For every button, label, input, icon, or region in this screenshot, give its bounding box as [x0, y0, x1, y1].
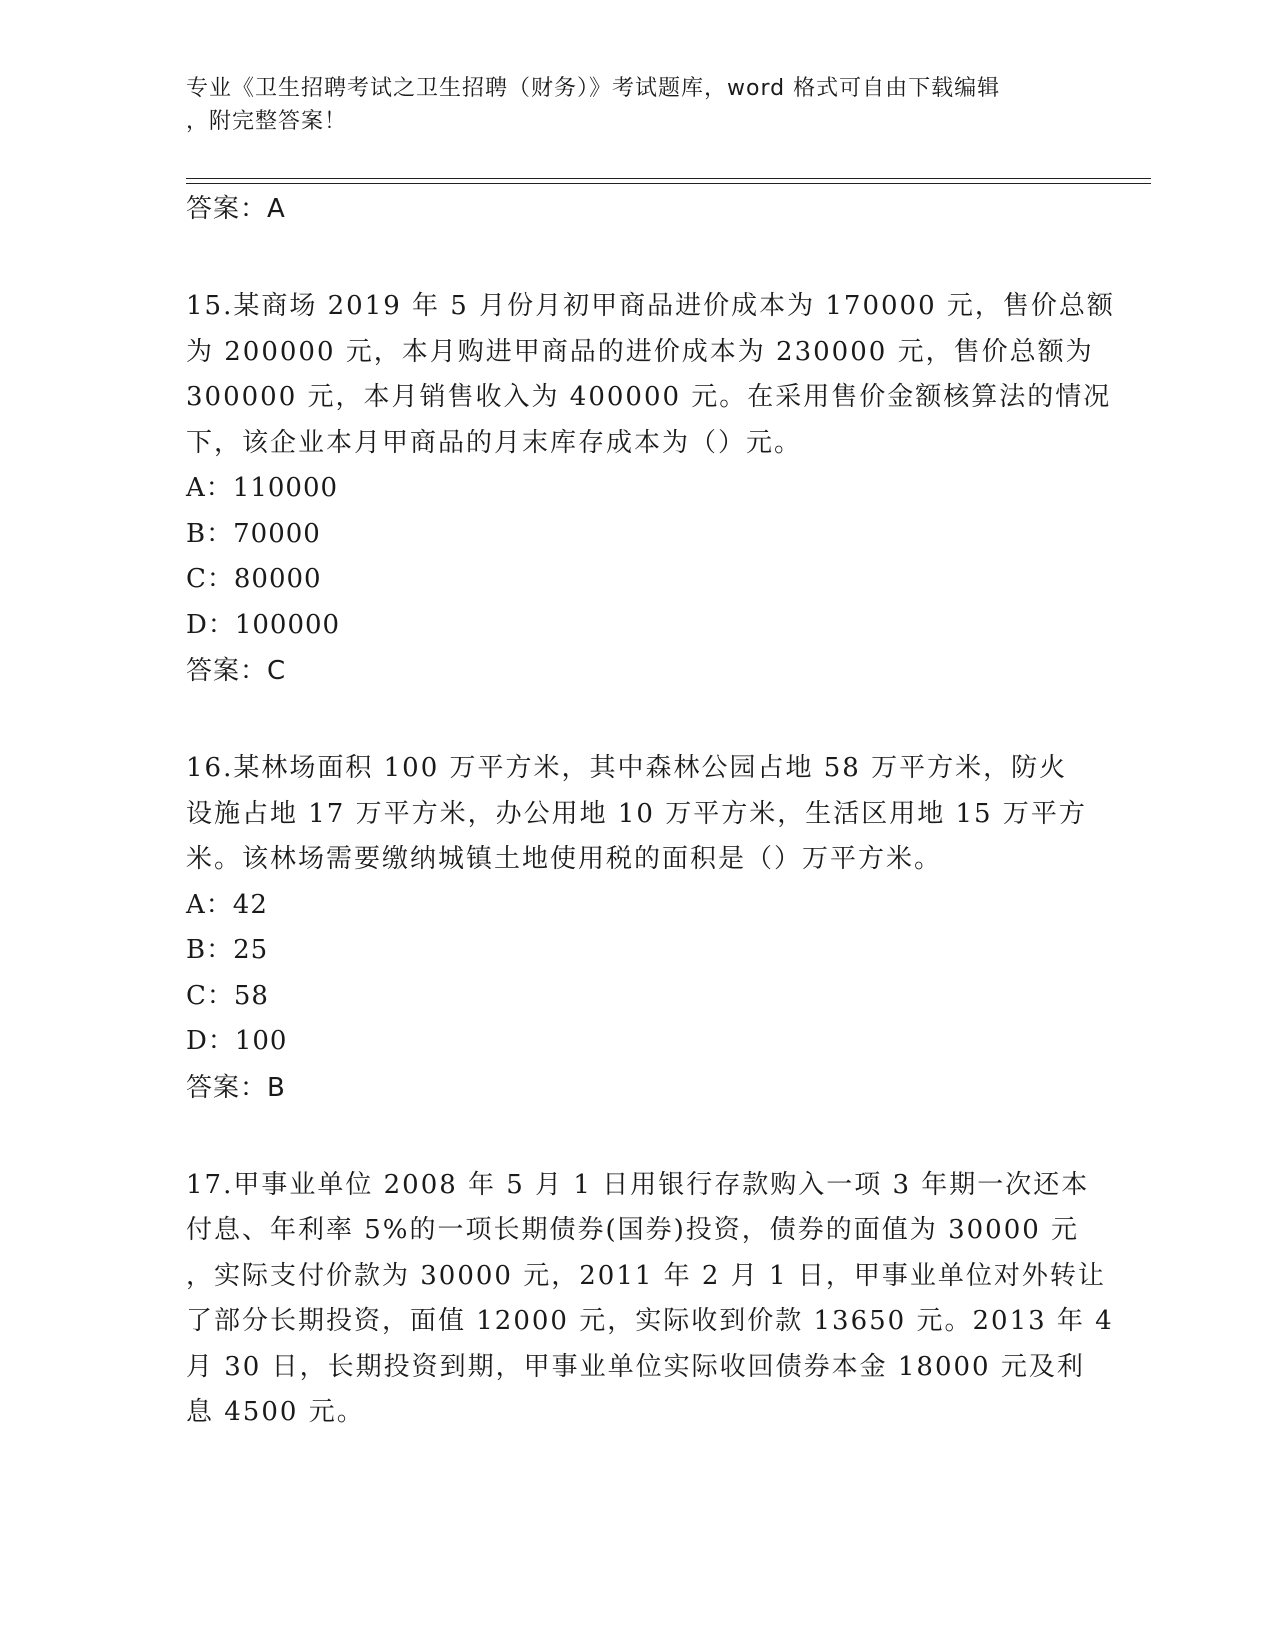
question-16-line: 米。该林场需要缴纳城镇土地使用税的面积是（）万平方米。	[186, 844, 943, 874]
answer-15: 答案：C	[186, 656, 287, 686]
header-line-1: 专业《卫生招聘考试之卫生招聘（财务）》考试题库，word 格式可自由下载编辑	[186, 76, 1001, 101]
question-15-line: 300000 元，本月销售收入为 400000 元。在采用售价金额核算法的情况	[186, 382, 1112, 412]
header-rule-bottom	[186, 183, 1151, 184]
question-17-line: 了部分长期投资，面值 12000 元，实际收到价款 13650 元。2013 年 4	[186, 1306, 1114, 1336]
header-rule-top	[186, 178, 1151, 179]
question-17-line: 付息、年利率 5%的一项长期债券(国券)投资，债券的面值为 30000 元	[186, 1215, 1080, 1245]
question-16-option-a: A：42	[186, 889, 268, 920]
question-17-line: ，实际支付价款为 30000 元，2011 年 2 月 1 日，甲事业单位对外转让	[186, 1260, 1106, 1291]
question-15-line: 下，该企业本月甲商品的月末库存成本为（）元。	[186, 427, 803, 458]
question-15-line: 为 200000 元，本月购进甲商品的进价成本为 230000 元，售价总额为	[186, 336, 1094, 367]
question-16-option-b: B：25	[186, 935, 269, 965]
page-header	[186, 72, 1086, 138]
answer-16: 答案：B	[186, 1072, 286, 1103]
question-15-option-d: D：100000	[186, 609, 341, 640]
question-17-line: 17.甲事业单位 2008 年 5 月 1 日用银行存款购入一项 3 年期一次还本	[186, 1169, 1090, 1200]
question-17	[186, 1163, 1114, 1436]
question-15-option-c: C：80000	[186, 564, 322, 594]
question-16	[186, 746, 1086, 883]
question-15	[186, 284, 1115, 466]
question-16-option-d: D：100	[186, 1026, 288, 1056]
question-17-line: 息 4500 元。	[186, 1397, 365, 1427]
question-15-option-b: B：70000	[186, 518, 321, 549]
question-16-line: 16.某林场面积 100 万平方米，其中森林公园占地 58 万平方米，防火	[186, 753, 1068, 783]
question-15-line: 15.某商场 2019 年 5 月份月初甲商品进价成本为 170000 元，售价总额	[186, 291, 1115, 321]
answer-14: 答案：A	[186, 194, 286, 224]
question-15-option-a: A：110000	[186, 473, 339, 503]
question-content	[186, 186, 1115, 1436]
question-16-line: 设施占地 17 万平方米，办公用地 10 万平方米，生活区用地 15 万平方	[186, 798, 1087, 829]
question-16-option-c: C：58	[186, 980, 269, 1011]
header-line-2: ，附完整答案！	[186, 109, 348, 134]
question-17-line: 月 30 日，长期投资到期，甲事业单位实际收回债券本金 18000 元及利	[186, 1351, 1085, 1382]
